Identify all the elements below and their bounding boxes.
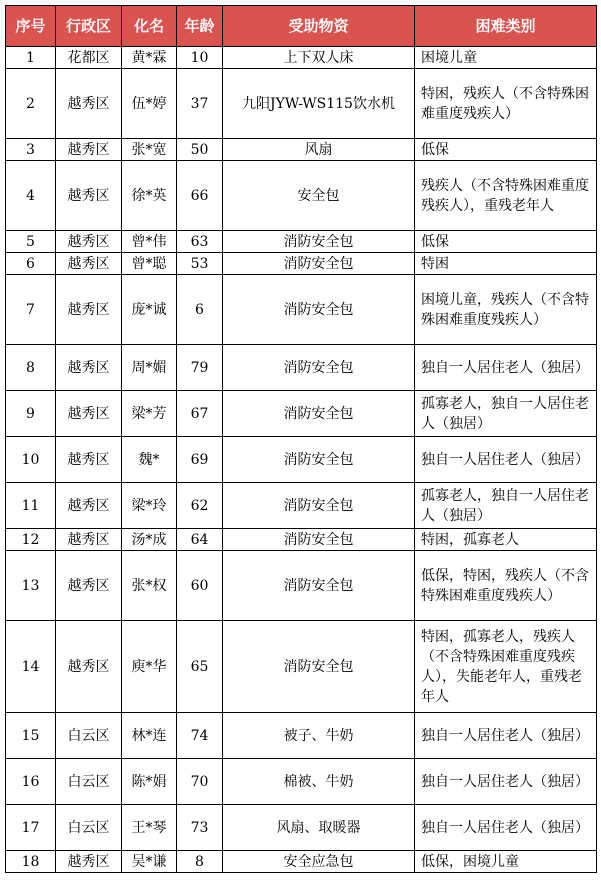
cell-district: 越秀区 — [56, 483, 122, 529]
cell-index: 13 — [6, 551, 56, 621]
cell-supplies: 消防安全包 — [223, 391, 415, 437]
cell-age: 50 — [177, 139, 223, 161]
cell-age: 64 — [177, 529, 223, 551]
cell-index: 7 — [6, 275, 56, 345]
cell-alias: 黄*霖 — [122, 47, 177, 69]
cell-district: 越秀区 — [56, 69, 122, 139]
cell-alias: 魏* — [122, 437, 177, 483]
cell-supplies: 棉被、牛奶 — [223, 759, 415, 805]
cell-alias: 王*琴 — [122, 805, 177, 851]
cell-index: 17 — [6, 805, 56, 851]
cell-alias: 周*媚 — [122, 345, 177, 391]
cell-supplies: 安全应急包 — [223, 851, 415, 873]
cell-category: 孤寡老人，独自一人居住老人（独居） — [415, 391, 597, 437]
cell-index: 1 — [6, 47, 56, 69]
table-row — [6, 161, 597, 231]
cell-alias: 庾*华 — [122, 621, 177, 713]
cell-category: 特困，孤寡老人 — [415, 529, 597, 551]
cell-district: 越秀区 — [56, 345, 122, 391]
table-body — [6, 47, 597, 873]
cell-supplies: 消防安全包 — [223, 275, 415, 345]
header-cell-district: 行政区 — [56, 6, 122, 47]
cell-index: 5 — [6, 231, 56, 253]
table-row — [6, 551, 597, 621]
cell-district: 越秀区 — [56, 275, 122, 345]
table-row — [6, 275, 597, 345]
cell-district: 越秀区 — [56, 551, 122, 621]
cell-alias: 梁*玲 — [122, 483, 177, 529]
cell-category: 孤寡老人，独自一人居住老人（独居） — [415, 483, 597, 529]
cell-category: 独自一人居住老人（独居） — [415, 345, 597, 391]
cell-district: 越秀区 — [56, 139, 122, 161]
header-cell-age: 年龄 — [177, 6, 223, 47]
cell-supplies: 消防安全包 — [223, 483, 415, 529]
cell-category: 独自一人居住老人（独居） — [415, 713, 597, 759]
table-row — [6, 47, 597, 69]
cell-district: 越秀区 — [56, 161, 122, 231]
aid-recipients-table — [5, 5, 597, 873]
cell-index: 11 — [6, 483, 56, 529]
cell-category: 特困 — [415, 253, 597, 275]
cell-age: 8 — [177, 851, 223, 873]
table-row — [6, 391, 597, 437]
cell-age: 79 — [177, 345, 223, 391]
cell-index: 16 — [6, 759, 56, 805]
cell-age: 62 — [177, 483, 223, 529]
cell-category: 特困，残疾人（不含特殊困难重度残疾人） — [415, 69, 597, 139]
cell-age: 74 — [177, 713, 223, 759]
header-row — [6, 6, 597, 47]
cell-alias: 陈*娟 — [122, 759, 177, 805]
cell-age: 10 — [177, 47, 223, 69]
cell-district: 花都区 — [56, 47, 122, 69]
cell-alias: 曾*伟 — [122, 231, 177, 253]
cell-district: 白云区 — [56, 805, 122, 851]
cell-alias: 伍*婷 — [122, 69, 177, 139]
cell-age: 67 — [177, 391, 223, 437]
cell-category: 独自一人居住老人（独居） — [415, 437, 597, 483]
cell-age: 66 — [177, 161, 223, 231]
cell-index: 4 — [6, 161, 56, 231]
cell-index: 14 — [6, 621, 56, 713]
cell-supplies: 九阳JYW-WS115饮水机 — [223, 69, 415, 139]
cell-alias: 张*权 — [122, 551, 177, 621]
table-row — [6, 529, 597, 551]
table-row — [6, 621, 597, 713]
cell-alias: 汤*成 — [122, 529, 177, 551]
cell-district: 白云区 — [56, 713, 122, 759]
cell-supplies: 消防安全包 — [223, 437, 415, 483]
cell-district: 越秀区 — [56, 851, 122, 873]
cell-supplies: 风扇 — [223, 139, 415, 161]
cell-alias: 梁*芳 — [122, 391, 177, 437]
cell-category: 低保，困境儿童 — [415, 851, 597, 873]
cell-alias: 徐*英 — [122, 161, 177, 231]
cell-supplies: 上下双人床 — [223, 47, 415, 69]
table-row — [6, 231, 597, 253]
cell-index: 18 — [6, 851, 56, 873]
table-row — [6, 69, 597, 139]
cell-age: 37 — [177, 69, 223, 139]
header-cell-category: 困难类别 — [415, 6, 597, 47]
cell-index: 12 — [6, 529, 56, 551]
cell-district: 越秀区 — [56, 253, 122, 275]
cell-alias: 庞*诚 — [122, 275, 177, 345]
cell-alias: 吴*谦 — [122, 851, 177, 873]
header-cell-supplies: 受助物资 — [223, 6, 415, 47]
cell-category: 困境儿童，残疾人（不含特殊困难重度残疾人） — [415, 275, 597, 345]
cell-alias: 张*宽 — [122, 139, 177, 161]
cell-category: 独自一人居住老人（独居） — [415, 805, 597, 851]
cell-supplies: 消防安全包 — [223, 231, 415, 253]
table-row — [6, 805, 597, 851]
cell-index: 8 — [6, 345, 56, 391]
header-cell-index: 序号 — [6, 6, 56, 47]
cell-age: 69 — [177, 437, 223, 483]
header-cell-alias: 化名 — [122, 6, 177, 47]
cell-alias: 林*连 — [122, 713, 177, 759]
cell-category: 低保，特困，残疾人（不含特殊困难重度残疾人） — [415, 551, 597, 621]
cell-alias: 曾*聪 — [122, 253, 177, 275]
cell-index: 3 — [6, 139, 56, 161]
cell-age: 65 — [177, 621, 223, 713]
cell-district: 越秀区 — [56, 437, 122, 483]
cell-district: 白云区 — [56, 759, 122, 805]
cell-age: 6 — [177, 275, 223, 345]
cell-district: 越秀区 — [56, 621, 122, 713]
cell-age: 73 — [177, 805, 223, 851]
table-row — [6, 759, 597, 805]
cell-age: 60 — [177, 551, 223, 621]
cell-district: 越秀区 — [56, 231, 122, 253]
cell-district: 越秀区 — [56, 391, 122, 437]
cell-supplies: 消防安全包 — [223, 253, 415, 275]
cell-supplies: 被子、牛奶 — [223, 713, 415, 759]
cell-index: 2 — [6, 69, 56, 139]
table-row — [6, 139, 597, 161]
cell-category: 残疾人（不含特殊困难重度残疾人），重残老年人 — [415, 161, 597, 231]
cell-index: 6 — [6, 253, 56, 275]
cell-category: 困境儿童 — [415, 47, 597, 69]
cell-category: 特困，孤寡老人，残疾人（不含特殊困难重度残疾人），失能老年人，重残老年人 — [415, 621, 597, 713]
cell-index: 9 — [6, 391, 56, 437]
cell-supplies: 消防安全包 — [223, 345, 415, 391]
cell-district: 越秀区 — [56, 529, 122, 551]
cell-supplies: 风扇、取暖器 — [223, 805, 415, 851]
cell-age: 53 — [177, 253, 223, 275]
cell-category: 低保 — [415, 231, 597, 253]
cell-category: 低保 — [415, 139, 597, 161]
cell-supplies: 消防安全包 — [223, 551, 415, 621]
cell-age: 63 — [177, 231, 223, 253]
table-row — [6, 253, 597, 275]
cell-index: 10 — [6, 437, 56, 483]
table-row — [6, 851, 597, 873]
table-row — [6, 713, 597, 759]
cell-supplies: 安全包 — [223, 161, 415, 231]
cell-category: 独自一人居住老人（独居） — [415, 759, 597, 805]
table-row — [6, 345, 597, 391]
cell-supplies: 消防安全包 — [223, 621, 415, 713]
cell-age: 70 — [177, 759, 223, 805]
table-row — [6, 483, 597, 529]
cell-index: 15 — [6, 713, 56, 759]
table-row — [6, 437, 597, 483]
cell-supplies: 消防安全包 — [223, 529, 415, 551]
